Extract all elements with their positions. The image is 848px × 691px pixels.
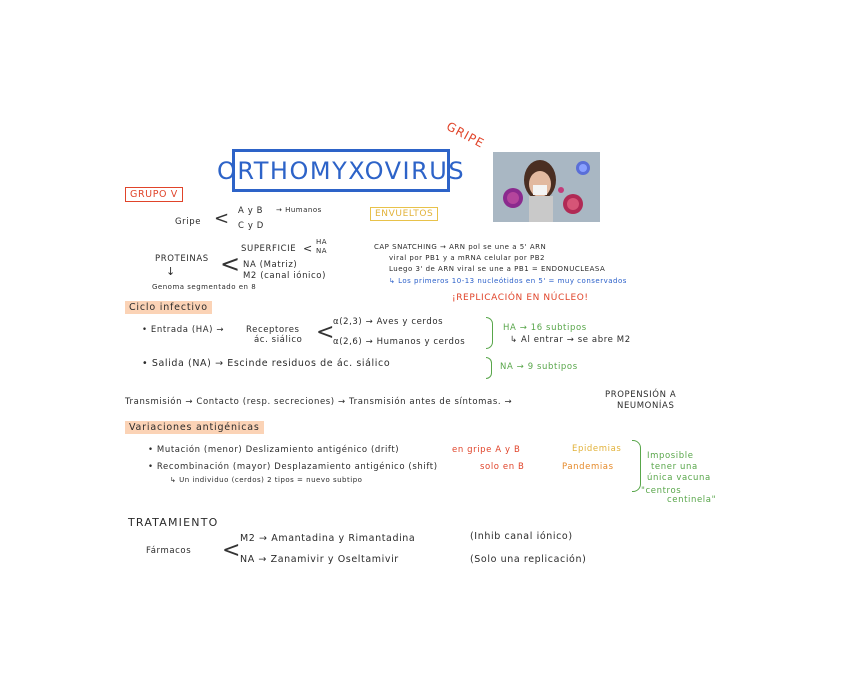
superficie-ha: HA [316,238,328,246]
gripe-tag: GRIPE [444,119,487,151]
proteinas-label: PROTEINAS [155,254,209,264]
propension-label: PROPENSIÓN A [605,390,677,400]
superficie-na: NA [316,247,328,255]
m2-canal: M2 (canal iónico) [243,271,327,281]
less-than-bracket: < [316,320,335,345]
green-brace [486,357,492,379]
al-entrar-m2: ↳ Al entrar → se abre M2 [510,335,631,345]
cap-snatching-line3: Luego 3' de ARN viral se une a PB1 = ENDONUCLEASA [389,265,606,273]
less-than-bracket: < [220,250,241,278]
pandemias-label: Pandemias [562,462,614,472]
cap-snatching-line4: ↳ Los primeros 10-13 nucleótidos en 5' = muy conservados [389,277,627,285]
ciclo-heading: Ciclo infectivo [125,301,212,314]
green-brace [486,317,493,349]
gripe-cd: C y D [238,221,264,231]
flu-illustration [493,152,600,222]
individuo-line: ↳ Un individuo (cerdos) 2 tipos = nuevo subtipo [170,476,363,484]
gripe-label: Gripe [175,217,202,227]
neumonias-label: NEUMONÍAS [617,401,675,411]
entrada-label: • Entrada (HA) → [142,325,225,335]
farmacos-label: Fármacos [146,546,192,556]
gripe-ab: A y B [238,206,264,216]
mutacion-gripe-ab: en gripe A y B [452,445,521,455]
alpha-23: α(2,3) → Aves y cerdos [333,317,444,327]
page-title: ORTHOMYXOVIRUS [216,156,466,185]
m2-note: (Inhib canal iónico) [470,531,573,542]
less-than-bracket: < [214,208,230,229]
imposible-line1: Imposible [647,451,694,461]
less-than-bracket: < [222,538,241,563]
na-drugs: NA → Zanamivir y Oseltamivir [240,554,399,565]
imposible-line2: tener una [651,462,698,472]
na-note: (Solo una replicación) [470,554,587,565]
epidemias-label: Epidemias [572,444,622,454]
cap-snatching-line1: CAP SNATCHING → ARN pol se une a 5' ARN [374,243,547,251]
na-matriz: NA (Matriz) [243,260,298,270]
recombinacion-solo-b: solo en B [480,462,525,472]
cap-snatching-line2: viral por PB1 y a mRNA celular por PB2 [389,254,545,262]
recombinacion-line: • Recombinación (mayor) Desplazamiento antigénico (shift) [148,462,438,472]
title-box [216,149,466,192]
receptores-label: Receptores [246,325,300,335]
transmision-line: Transmisión → Contacto (resp. secreciones) → Transmisión antes de síntomas. → [125,397,513,407]
ha-16-subtipos: HA → 16 subtipos [503,323,587,333]
replicacion-nucleo: ¡REPLICACIÓN EN NÚCLEO! [452,293,589,303]
genoma-segmentado: Genoma segmentado en 8 [152,283,257,291]
sneezing-woman-image [493,152,600,222]
alpha-26: α(2,6) → Humanos y cerdos [333,337,466,347]
ac-sialico-label: ác. siálico [254,335,303,345]
mutacion-line: • Mutación (menor) Deslizamiento antigénico (drift) [148,445,400,455]
grupo-badge: GRUPO V [125,187,183,202]
gripe-ab-arrow: → Humanos [276,206,322,214]
centros-line1: "centros [641,486,682,496]
envueltos-badge: ENVUELTOS [370,207,438,221]
salida-label: • Salida (NA) → Escinde residuos de ác. siálico [142,358,391,369]
imposible-line3: única vacuna [647,473,711,483]
tratamiento-heading: TRATAMIENTO [128,516,219,529]
less-than-small: < [303,242,313,255]
variaciones-heading: Variaciones antigénicas [125,421,264,434]
green-brace [632,440,641,492]
m2-drugs: M2 → Amantadina y Rimantadina [240,533,416,544]
centros-line2: centinela" [667,495,717,505]
superficie-label: SUPERFICIE [241,244,297,254]
na-9-subtipos: NA → 9 subtipos [500,362,578,372]
down-arrow-icon: ↓ [166,265,176,278]
